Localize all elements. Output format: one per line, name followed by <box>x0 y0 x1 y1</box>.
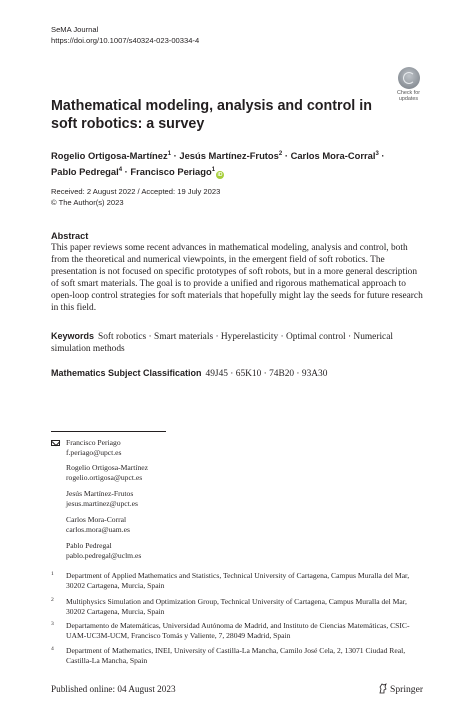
author-name: Carlos Mora-Corral <box>290 150 376 161</box>
abstract-text: This paper reviews some recent advances in mathematical modeling, analysis and control, both from the theoretical and numerical viewpoints, in the emergent field of soft robotics. The presentation is not focused on specific prototypes of soft robots, but in a more general description of soft smart materials. The goal is to provide a unified and rigorous mathematical approach to open-loop control strategies for soft materials that hopefully might lay the seeds for future research in this field. <box>51 243 423 313</box>
contact-name: Jesús Martínez-Frutos <box>66 489 134 498</box>
abstract-heading: Abstract <box>51 231 89 241</box>
msc-classification <box>51 367 426 380</box>
keywords <box>51 330 426 355</box>
check-updates-line2: updates <box>398 96 419 102</box>
author-affiliation-mark: 1 <box>211 167 216 173</box>
contact-entry <box>66 438 122 458</box>
check-updates-line1: Check for <box>396 90 421 96</box>
author-affiliation-mark: 4 <box>118 167 123 173</box>
author-separator: · <box>171 150 180 161</box>
affiliation-number: 1 <box>51 571 54 577</box>
author-affiliation-mark: 3 <box>375 151 379 157</box>
affiliation-text: Department of Mathematics, INEI, University of Castilla-La Mancha, Camilo José Cela, 2, 13071 Ciudad Real, Castilla-La Mancha, Spain <box>66 646 406 665</box>
copyright: © The Author(s) 2023 <box>51 197 124 207</box>
contact-email[interactable]: pablo.pedregal@uclm.es <box>66 551 142 560</box>
author-name: Francisco Periago <box>130 166 212 177</box>
msc-label: Mathematics Subject Classification <box>51 368 202 378</box>
author-separator: · <box>378 150 385 161</box>
contact-email[interactable]: rogelio.ortigosa@upct.es <box>66 473 143 482</box>
author-name: Jesús Martínez-Frutos <box>179 150 279 161</box>
author-affiliation-mark: 1 <box>167 151 172 157</box>
publisher-name: Springer <box>390 684 424 695</box>
author-separator: · <box>282 150 291 161</box>
contact-email[interactable]: carlos.mora@uam.es <box>66 525 130 534</box>
paper-title: Mathematical modeling, analysis and control in soft robotics: a survey <box>51 98 372 132</box>
check-updates-icon <box>398 67 420 89</box>
author-list <box>51 147 411 179</box>
doi-link[interactable]: https://doi.org/10.1007/s40324-023-00334-4 <box>51 35 200 45</box>
check-for-updates-badge[interactable] <box>392 67 425 100</box>
affiliation-number: 3 <box>51 621 54 627</box>
affiliation-number: 2 <box>51 597 54 603</box>
affiliation-number: 4 <box>51 646 54 652</box>
springer-horse-icon <box>378 683 388 694</box>
received-accepted: Received: 2 August 2022 / Accepted: 19 July 2023 <box>51 187 221 196</box>
contact-email[interactable]: f.periago@upct.es <box>66 448 122 457</box>
contact-entry <box>66 463 148 483</box>
msc-codes: 49J45 · 65K10 · 74B20 · 93A30 <box>205 369 328 379</box>
publisher-logo <box>378 683 423 695</box>
contact-name: Pablo Pedregal <box>66 541 112 550</box>
published-online: Published online: 04 August 2023 <box>51 684 176 694</box>
contact-email[interactable]: jesus.martinez@upct.es <box>66 499 138 508</box>
contact-name: Francisco Periago <box>66 438 121 447</box>
publication-dates <box>51 187 220 208</box>
contact-name: Carlos Mora-Corral <box>66 515 127 524</box>
journal-name: SeMA Journal <box>51 25 99 34</box>
contact-entry <box>66 515 130 535</box>
orcid-icon[interactable]: iD <box>217 172 223 178</box>
affiliation-text: Multiphysics Simulation and Optimization Group, Technical University of Cartagena, Campus Muralla del Mar, 30202 Cartagena, Murcia, Spain <box>66 597 407 616</box>
author-affiliation-mark: 2 <box>278 151 283 157</box>
affiliation-text: Department of Applied Mathematics and Statistics, Technical University of Cartagena, Campus Muralla del Mar, 30202 Cartagena, Murcia, Spain <box>66 571 410 590</box>
author-name: Pablo Pedregal <box>51 166 119 177</box>
contact-entry <box>66 489 138 509</box>
footnote-divider <box>51 431 166 432</box>
author-separator: · <box>122 166 131 177</box>
contact-name: Rogelio Ortigosa-Martínez <box>66 463 149 472</box>
envelope-icon <box>51 440 60 446</box>
keywords-text: Soft robotics · Smart materials · Hyperelasticity · Optimal control · Numerical simulation methods <box>51 332 393 354</box>
journal-header <box>51 25 199 46</box>
author-name: Rogelio Ortigosa-Martínez <box>51 150 168 161</box>
contact-entry <box>66 541 141 561</box>
affiliation-text: Departamento de Matemáticas, Universidad Autónoma de Madrid, and Instituto de Ciencias Matemáticas, CSIC-UAM-UC3M-UCM, Francisco Tomás y Valiente, 7, 28049 Madrid, Spain <box>66 621 410 640</box>
keywords-label: Keywords <box>51 331 95 341</box>
